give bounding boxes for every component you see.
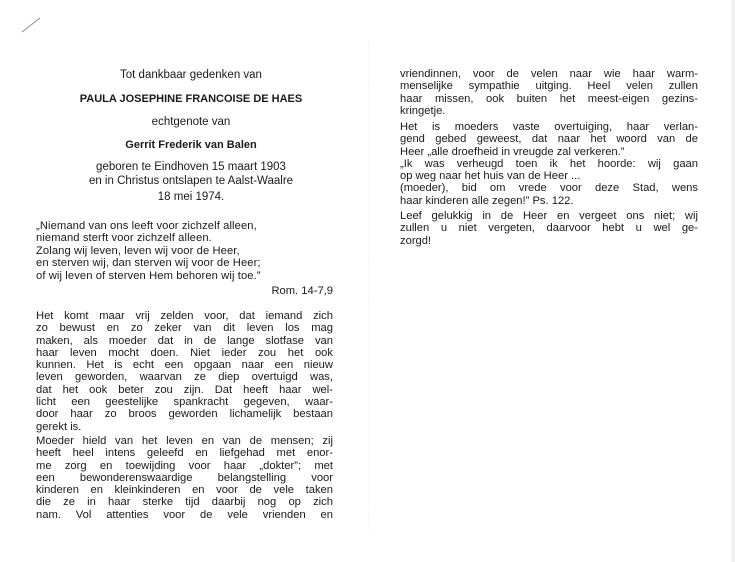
text-line: Heer „alle droefheid in vreugde zal verkeren.” — [400, 145, 625, 158]
text-line: menselijke sympathie uitging. Heel velen zullen — [400, 80, 698, 93]
quote-line: niemand sterft voor zichzelf alleen. — [36, 232, 212, 245]
quote-line: „Niemand van ons leeft voor zichzelf alleen, — [36, 220, 257, 232]
text-line: (moeder), bid om vrede voor deze Stad, wens — [400, 182, 698, 195]
text-line: nam. Vol attenties voor de vele vrienden en — [36, 508, 333, 521]
text-line: een bewonderenswaardige belangstelling voor — [36, 471, 333, 484]
death-line: en in Christus ontslapen te Aalst-Waalre — [88, 175, 294, 187]
text-line: „Ik was verheugd toen ik het hoorde: wij gaan — [400, 157, 698, 170]
text-line: gend gebed geweest, dat naar het woord van de — [400, 133, 698, 146]
paragraph — [400, 68, 698, 117]
text-line: leven geworden, waarvan ze diep overtuigd was, — [36, 371, 333, 384]
text-line: licht een geestelijke spankracht gegeven, waar- — [36, 396, 333, 409]
quote-line: of wij leven of sterven Hem behoren wij toe.” — [36, 269, 261, 282]
text-line: haar leven mocht doen. Niet ieder zou het ook — [36, 346, 333, 359]
text-line: gerekt is. — [36, 420, 82, 433]
birth-line: geboren te Eindhoven 15 maart 1903 — [96, 161, 286, 173]
intro-text: Tot dankbaar gedenken van — [120, 69, 262, 81]
quote-line: Zolang wij leven, leven wij voor de Heer, — [36, 244, 240, 257]
text-line: door haar zo broos geworden lichamelijk bestaan — [36, 408, 333, 421]
text-line: Moeder hield van het leven en van de mensen; zij — [36, 435, 333, 447]
text-line: kinderen en kleinkinderen en voor de vele taken — [36, 484, 333, 497]
paragraph — [400, 121, 698, 207]
text-line: op weg naar het huis van de Heer ... — [400, 170, 581, 183]
paragraph — [36, 310, 333, 433]
text-line: zo bewust en zo zeker van dit leven los mag — [36, 322, 333, 335]
deceased-name: PAULA JOSEPHINE FRANCOISE DE HAES — [79, 93, 303, 105]
paragraph — [400, 210, 698, 247]
text-line: kringetje. — [400, 104, 446, 117]
spouse-name: Gerrit Frederik van Balen — [125, 139, 257, 151]
text-line: dat het ook beter zou zijn. Dat heeft haar wel- — [36, 383, 333, 396]
paragraph — [36, 435, 333, 521]
spouse-intro: echtgenote van — [151, 116, 231, 128]
text-line: die ze in haar sterke tijd daarbij nog op zich — [36, 496, 333, 509]
text-line: kunnen. Het is echt een opgaan naar een nieuw — [36, 359, 333, 372]
bible-quote — [36, 220, 336, 282]
text-line: Het komt maar vrij zelden voor, dat iemand zich — [36, 310, 333, 322]
text-line: me zorg en toewijding voor haar „dokter”; met — [36, 459, 333, 472]
card-edge — [731, 0, 735, 562]
text-line: heeft heel intens geleefd en liefgehad met enor- — [36, 447, 333, 460]
text-line: haar kinderen alle zegen!” Ps. 122. — [400, 194, 574, 207]
fold-divider — [368, 40, 369, 530]
text-line: haar missen, ook buiten het meest-eigen gezins- — [400, 92, 698, 105]
text-line: vriendinnen, voor de velen naar wie haar warm- — [400, 68, 698, 80]
text-line: Leef gelukkig in de Heer en vergeet ons niet; wij — [400, 210, 698, 222]
death-date: 18 mei 1974. — [157, 191, 225, 203]
quote-line: en sterven wij, dan sterven wij voor de Heer; — [36, 257, 261, 270]
pencil-mark-icon — [20, 14, 44, 34]
quote-reference: Rom. 14-7,9 — [271, 285, 333, 297]
text-line: maken, als moeder dat in de lange slotfase van — [36, 334, 333, 347]
text-line: Het is moeders vaste overtuiging, haar verlan- — [400, 121, 698, 133]
text-line: zorgd! — [400, 234, 432, 247]
text-line: zullen u niet vergeten, daarvoor hebt u wel ge- — [400, 222, 698, 235]
